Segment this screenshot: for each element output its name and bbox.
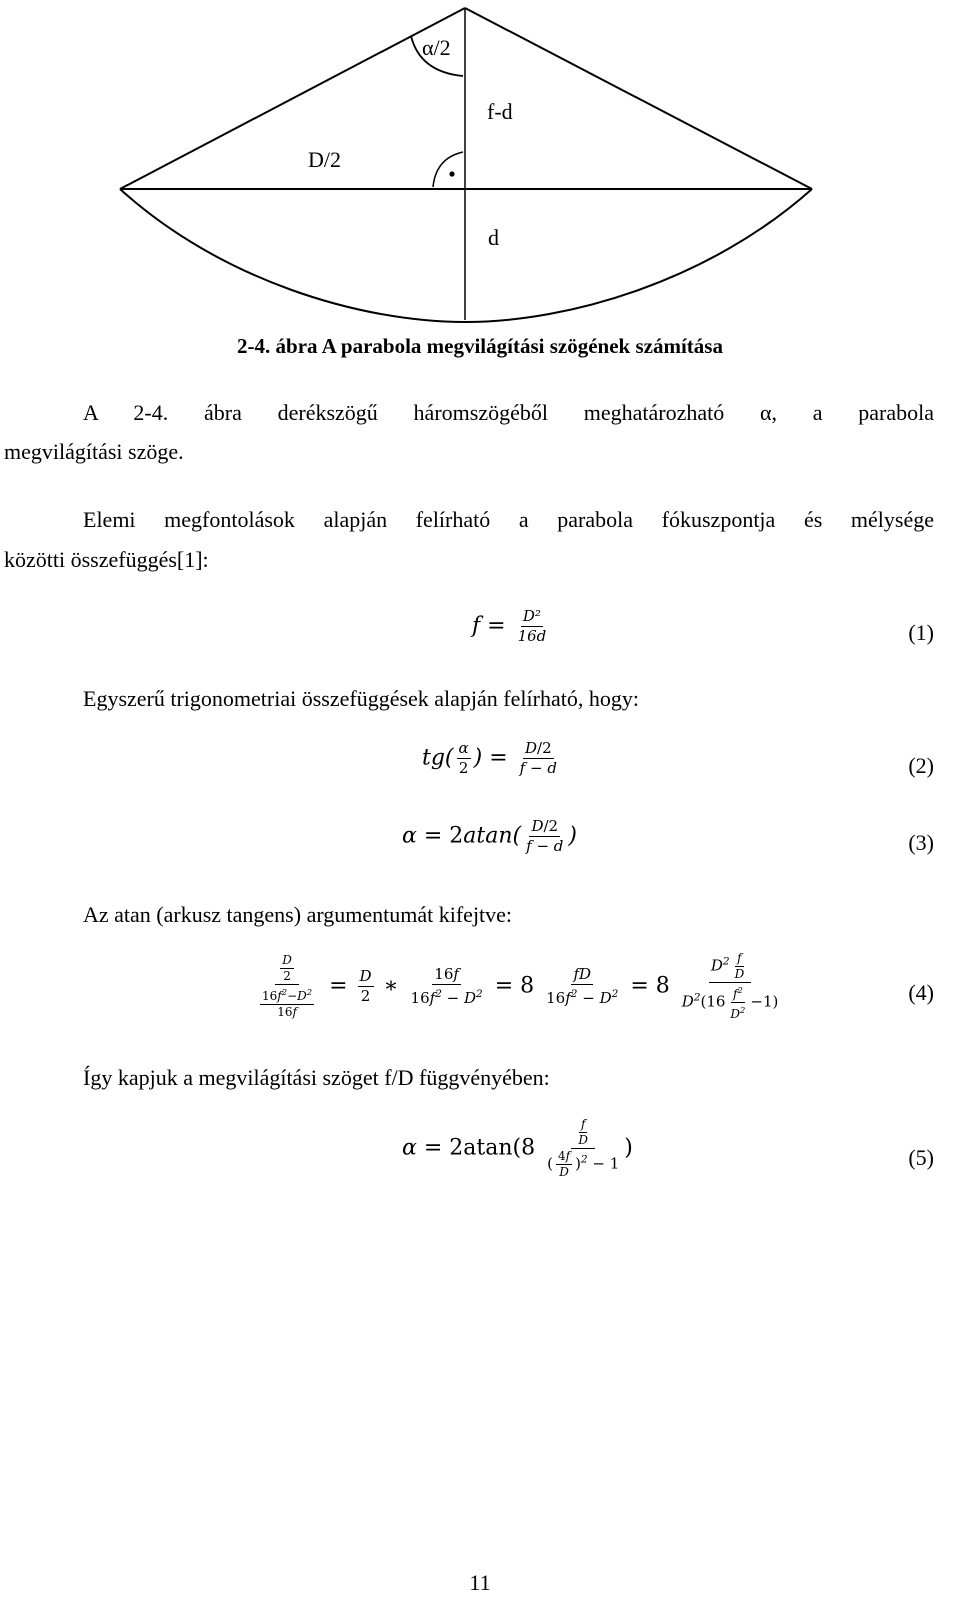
paragraph-3: Egyszerű trigonometriai összefüggések alapján felírható, hogy: <box>83 686 639 711</box>
alpha-half-label: α/2 <box>422 35 451 60</box>
equation-1: f = $\frac{\text{D²}}{16d}$ <box>472 607 547 645</box>
figure-caption: 2-4. ábra A parabola megvilágítási szögének számítása <box>237 334 723 358</box>
equation-3: α = 2atan( $\frac{D/2}{f - d}$ ) <box>402 817 577 855</box>
equation-3-number: (3) <box>908 830 934 855</box>
paragraph-2-line-2: közötti összefüggés[1]: <box>4 547 209 572</box>
slant-line-left <box>120 8 465 189</box>
equation-5: α = 2atan(8 $\frac{f}{D}$ ( $\frac{4f}{D}$ )$^2$ − 1 ) <box>402 1117 633 1179</box>
parabola-curve <box>120 189 812 322</box>
f-minus-d-label: f-d <box>487 99 513 124</box>
paragraph-5: Így kapjuk a megvilágítási szöget f/D függvényében: <box>83 1065 550 1090</box>
d-label: d <box>488 225 499 250</box>
page-number: 11 <box>469 1570 491 1595</box>
paragraph-4: Az atan (arkusz tangens) argumentumát kifejtve: <box>83 902 513 927</box>
equation-4-number: (4) <box>908 980 934 1005</box>
d-half-label: D/2 <box>308 147 341 172</box>
paragraph-1-line-1: A 2-4. ábra derékszögű háromszögéből meghatározható α, a parabola <box>83 400 934 425</box>
equation-2: tg( $\frac{\alpha}{2}$ ) = $\frac{D/2}{f - d}$ <box>422 739 557 777</box>
paragraph-2-line-1: Elemi megfontolások alapján felírható a parabola fókuszpontja és mélysége <box>83 507 934 532</box>
equation-4: $\frac{\frac{D}{2}}{\frac{16f^2-D^2}{16f}}$ = $\frac{D}{2}$ ∗ $\frac{16f}{16f^2 - D^2}$ = 8 $\frac{fD}{16f^2 - D^2}$ = 8 $D^2$ $\frac{f}{D}$ $D^2(16$ $\frac{f^2}{D^2}$ −1) <box>262 951 779 1021</box>
parabola-diagram <box>0 0 960 330</box>
equation-2-number: (2) <box>908 753 934 778</box>
paragraph-1-line-2: megvilágítási szöge. <box>4 439 184 464</box>
right-angle-arc <box>433 152 463 187</box>
right-angle-dot <box>449 171 454 176</box>
equation-5-number: (5) <box>908 1145 934 1170</box>
equation-1-number: (1) <box>908 620 934 645</box>
slant-line-right <box>465 8 812 189</box>
